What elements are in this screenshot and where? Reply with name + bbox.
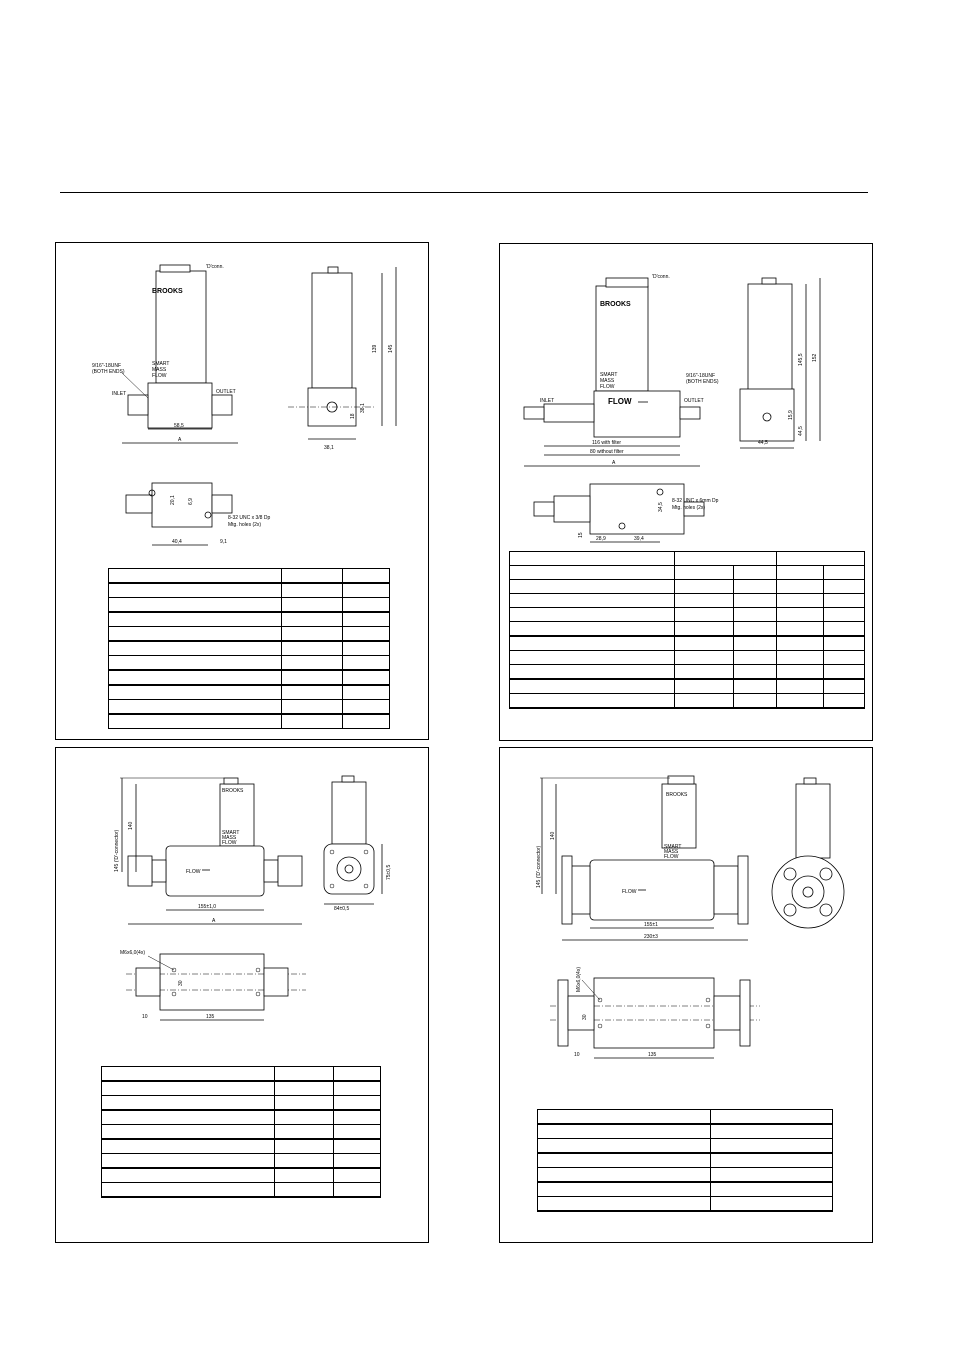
- inlet-flange: [562, 856, 572, 924]
- inlet-fitting-1: [152, 860, 166, 882]
- dim-6: 84±0,5: [334, 906, 350, 912]
- side-connector: [328, 267, 338, 273]
- dim-5: M6x6,0(4x): [576, 966, 582, 992]
- dim-11: 9,1: [220, 539, 227, 545]
- dim-6: 30: [582, 1014, 588, 1020]
- side-block: [740, 389, 794, 441]
- dim-5: 152: [812, 353, 818, 362]
- dim-2: 140: [550, 831, 556, 840]
- inlet-label: INLET: [540, 398, 555, 404]
- device-text-3: FLOW: [664, 854, 679, 860]
- thread-note-1: 9/16"-18UNF: [686, 373, 716, 379]
- dim-4: 230±3: [644, 934, 658, 940]
- dim-12: 15: [578, 532, 584, 538]
- device-text-3: FLOW: [600, 384, 615, 390]
- side-connector: [342, 776, 354, 782]
- dim-7: 10: [574, 1052, 580, 1058]
- brand-logo: BROOKS: [152, 288, 183, 295]
- dim-8: 135: [648, 1052, 657, 1058]
- dim-6: 18: [350, 413, 356, 419]
- dim-2: A: [178, 437, 182, 443]
- bottom-inlet-pipe: [568, 996, 594, 1030]
- mount-note-2: Mtg. holes (2x): [672, 505, 706, 511]
- inlet-label: INLET: [112, 391, 127, 397]
- panel-drawing-4: [499, 747, 873, 1243]
- spec-table-4: [537, 1109, 833, 1212]
- dim-3: 155±1,0: [198, 904, 217, 910]
- bottom-outlet-pipe: [714, 996, 740, 1030]
- bottom-inlet: [534, 502, 554, 516]
- panel-drawing-1: [55, 242, 429, 740]
- spec-table-3: [101, 1066, 381, 1198]
- side-housing: [332, 782, 366, 844]
- spec-table-1: [108, 568, 390, 729]
- dim-10: 40,4: [172, 539, 182, 545]
- device-text-1: SMART: [600, 372, 618, 378]
- side-flange: [772, 856, 844, 928]
- device-text-2: MASS: [222, 835, 237, 841]
- outlet-fitting-2: [278, 856, 302, 886]
- thread-note-2: (BOTH ENDS): [92, 369, 125, 375]
- bottom-filter: [554, 496, 590, 522]
- outlet-flange: [738, 856, 748, 924]
- mount-note-2: Mtg. holes (2x): [228, 522, 262, 528]
- outlet-pipe: [714, 866, 738, 914]
- outlet-label: OUTLET: [216, 389, 236, 395]
- device-text-2: MASS: [664, 849, 679, 855]
- panel-drawing-3: [55, 747, 429, 1243]
- dim-10: 135: [206, 1014, 215, 1020]
- dim-4: 145: [388, 344, 394, 353]
- thread-note-2: (BOTH ENDS): [686, 379, 719, 385]
- flow-label: FLOW: [186, 869, 201, 875]
- spec-table-2: [509, 551, 865, 709]
- dim-8: 20,1: [170, 495, 176, 505]
- bottom-inlet: [126, 495, 152, 513]
- inlet-fitting: [128, 395, 148, 415]
- bottom-outlet-flange: [740, 980, 750, 1046]
- device-text-1: SMART: [152, 361, 170, 367]
- bottom-block: [590, 484, 684, 534]
- device-text-3: FLOW: [152, 373, 167, 379]
- flow-body: [166, 846, 264, 896]
- mount-note-1: 8-32 UNC x 6mm Dp: [672, 498, 719, 504]
- dim-1: 116 with filter: [592, 440, 622, 446]
- dim-7: 38,1: [324, 445, 334, 451]
- dim-5: 75±0,5: [386, 864, 392, 880]
- bottom-body: [160, 954, 264, 1010]
- dim-5: 38,1: [360, 403, 366, 413]
- bottom-outlet: [264, 968, 288, 996]
- brand-logo: BROOKS: [666, 792, 688, 798]
- dim-8: 44,5: [758, 440, 768, 446]
- dim-4: A: [212, 918, 216, 924]
- bottom-block: [152, 483, 212, 527]
- dim-9: 6,9: [188, 498, 194, 505]
- dim-9: 34,5: [658, 502, 664, 512]
- dim-11: 39,4: [634, 536, 644, 542]
- bottom-inlet: [136, 968, 160, 996]
- bottom-inlet-flange: [558, 980, 568, 1046]
- d-connector: [160, 265, 190, 272]
- flow-block: [594, 391, 680, 437]
- connector-label: 'D'conn.: [652, 274, 670, 280]
- dim-4: 145,5: [798, 353, 804, 366]
- d-connector: [224, 778, 238, 784]
- outlet-fitting: [212, 395, 232, 415]
- inlet-fitting: [524, 407, 544, 419]
- panel-drawing-2: [499, 243, 873, 741]
- side-flange: [324, 844, 374, 894]
- connector-label: 'D'conn.: [206, 264, 224, 270]
- dim-1: 58,5: [174, 423, 184, 429]
- dim-3: 139: [372, 344, 378, 353]
- d-connector: [606, 278, 648, 287]
- flow-label: FLOW: [622, 889, 637, 895]
- brand-logo: BROOKS: [222, 788, 244, 794]
- side-housing: [312, 273, 352, 388]
- dim-6: 44,5: [798, 426, 804, 436]
- bottom-body: [594, 978, 714, 1048]
- outlet-fitting-1: [264, 860, 278, 882]
- thread-note-1: 9/16"-18UNF: [92, 363, 122, 369]
- device-text-3: FLOW: [222, 840, 237, 846]
- device-text-1: SMART: [222, 830, 240, 836]
- flow-label: FLOW: [608, 397, 632, 406]
- dim-2: 140: [128, 821, 134, 830]
- d-connector: [668, 776, 694, 784]
- filter-housing: [544, 404, 594, 422]
- inlet-pipe: [570, 866, 590, 914]
- side-connector: [762, 278, 776, 284]
- device-text-1: SMART: [664, 844, 682, 850]
- outlet-fitting: [680, 407, 700, 419]
- brand-logo: BROOKS: [600, 301, 631, 308]
- dim-10: 28,9: [596, 536, 606, 542]
- top-rule: [60, 192, 868, 193]
- device-text-2: MASS: [600, 378, 615, 384]
- dim-9: 10: [142, 1014, 148, 1020]
- side-housing: [748, 284, 792, 396]
- side-connector: [804, 778, 816, 784]
- dim-3: 155±1: [644, 922, 658, 928]
- device-text-2: MASS: [152, 367, 167, 373]
- dim-7: 15,9: [788, 410, 794, 420]
- bottom-outlet: [212, 495, 232, 513]
- dim-8: 30: [178, 980, 184, 986]
- dim-2: 80 without filter: [590, 449, 624, 455]
- dim-7: M6x6,0(4x): [120, 950, 146, 956]
- dim-1: 145 ('D'-connector): [114, 829, 120, 872]
- dim-3: A: [612, 460, 616, 466]
- dim-1: 145 ('D'-connector): [536, 845, 542, 888]
- side-housing: [796, 784, 830, 858]
- flow-block: [148, 383, 212, 428]
- inlet-fitting-2: [128, 856, 152, 886]
- outlet-label: OUTLET: [684, 398, 704, 404]
- mount-note-1: 8-32 UNC x 3/8 Dp: [228, 515, 271, 521]
- flow-body: [590, 860, 714, 920]
